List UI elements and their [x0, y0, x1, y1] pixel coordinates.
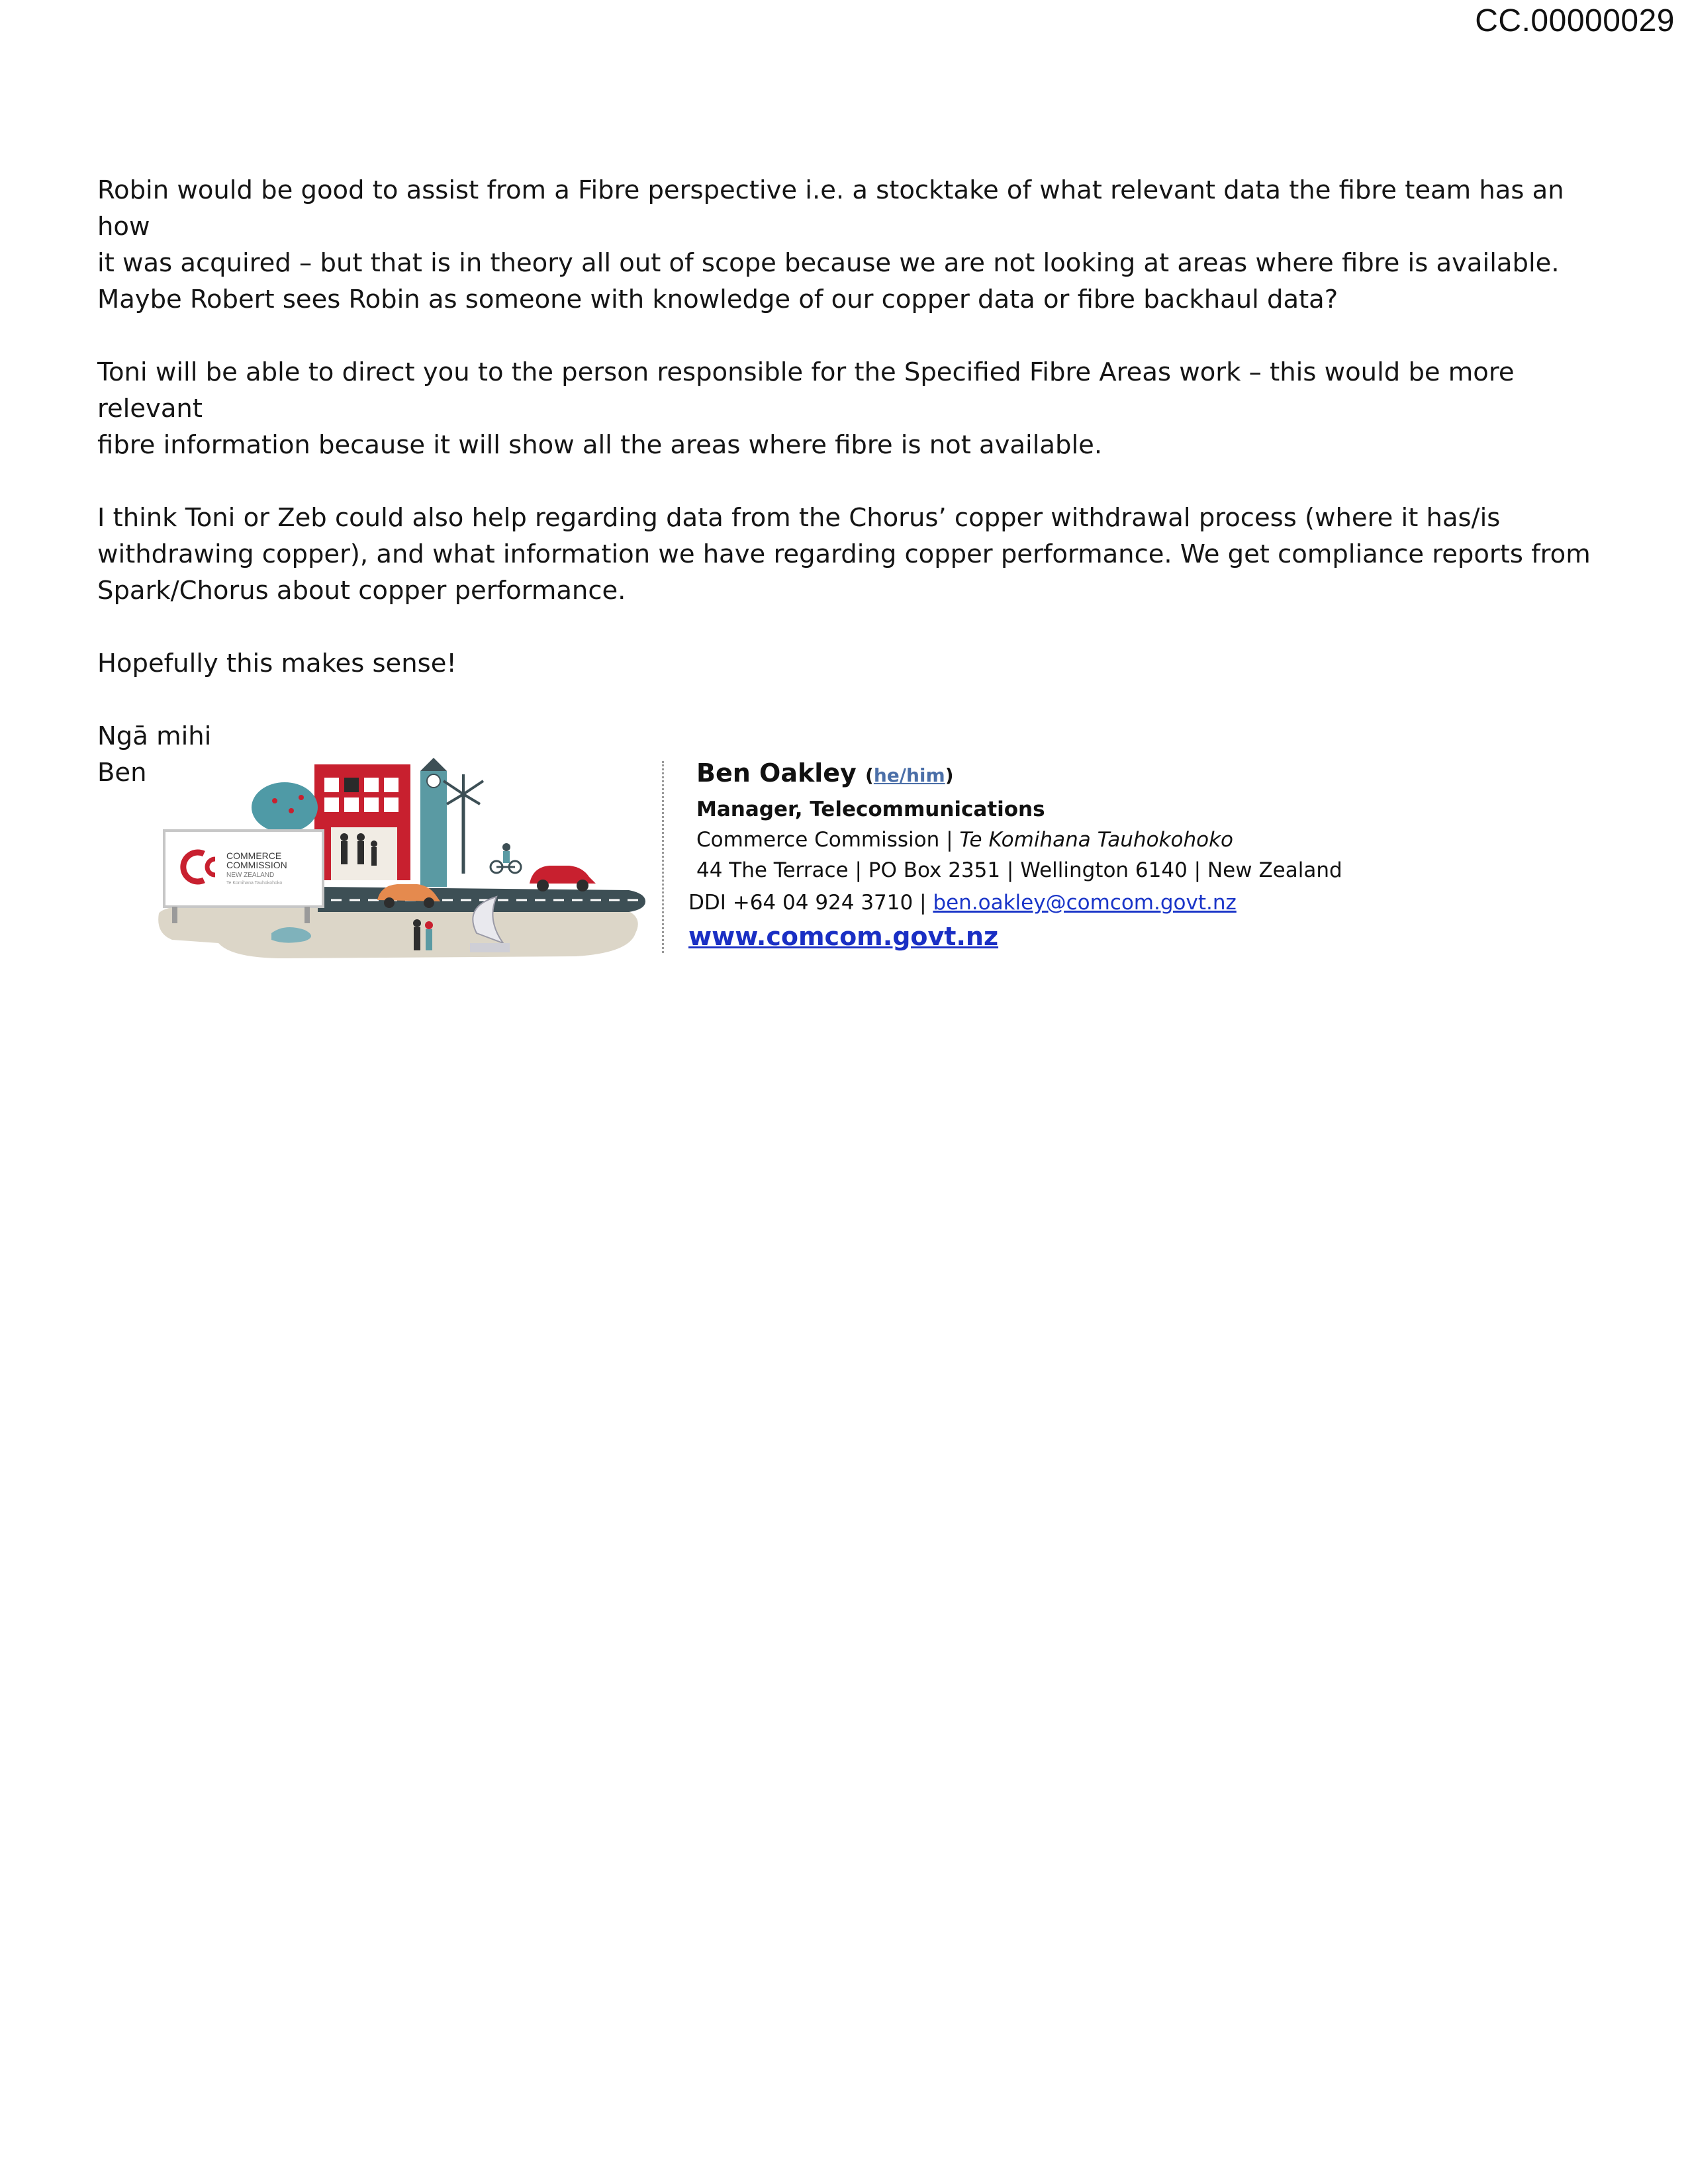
text-line: I think Toni or Zeb could also help regarding data from the Chorus’ copper withdrawal process (where it has/is: [97, 503, 1501, 533]
svg-text:COMMISSION: COMMISSION: [226, 860, 287, 870]
ddi-number: DDI +64 04 924 3710 |: [688, 891, 933, 915]
pronoun-close: ): [945, 764, 954, 786]
text-line: Spark/Chorus about copper performance.: [97, 576, 626, 606]
signature-title: Manager, Telecommunications: [696, 797, 1045, 821]
org-name: Commerce Commission |: [696, 828, 960, 852]
text-line: it was acquired – but that is in theory all out of scope because we are not looking at areas where fibre is available.: [97, 248, 1560, 278]
signature-divider: [662, 761, 664, 953]
email-link[interactable]: ben.oakley@comcom.govt.nz: [933, 891, 1237, 915]
paragraph-closing: [97, 645, 1593, 682]
svg-text:COMMERCE: COMMERCE: [226, 850, 282, 861]
signature-name-line: [696, 754, 1342, 794]
signature-name: Ben Oakley: [696, 758, 857, 788]
email-signature: [152, 754, 1410, 973]
commerce-commission-illustration: [152, 754, 649, 973]
text-line: fibre information because it will show all the areas where fibre is not available.: [97, 430, 1103, 460]
signoff-greeting: Ngā mihi: [97, 721, 212, 751]
text-line: Maybe Robert sees Robin as someone with knowledge of our copper data or fibre backhaul data?: [97, 285, 1338, 314]
signoff-name: Ben: [97, 758, 147, 788]
signature-address: 44 The Terrace | PO Box 2351 | Wellington 6140 | New Zealand: [696, 858, 1342, 882]
text-line: withdrawing copper), and what information we have regarding copper performance. We get compliance reports from: [97, 539, 1591, 569]
text-line: Toni will be able to direct you to the person responsible for the Specified Fibre Areas work – this would be more relevant: [97, 357, 1515, 424]
paragraph-robin: [97, 172, 1593, 318]
pronoun-link[interactable]: he/him: [873, 764, 945, 786]
pronoun-open: (: [865, 764, 874, 786]
document-id: CC.00000029: [1475, 3, 1675, 38]
svg-text:Te Komihana Tauhokohoko: Te Komihana Tauhokohoko: [226, 881, 283, 886]
text-line: Robin would be good to assist from a Fibre perspective i.e. a stocktake of what relevant data the fibre team has an how: [97, 175, 1564, 242]
email-body: [97, 172, 1593, 791]
svg-text:NEW ZEALAND: NEW ZEALAND: [226, 872, 275, 879]
paragraph-copper: [97, 500, 1593, 609]
org-maori-name: Te Komihana Tauhokohoko: [959, 828, 1233, 852]
paragraph-toni: [97, 354, 1593, 463]
pronoun-group: [865, 764, 953, 786]
signature-org: [696, 825, 1342, 855]
signature-website: [688, 920, 1342, 953]
signature-details: [688, 754, 1342, 953]
website-link[interactable]: www.comcom.govt.nz: [688, 922, 999, 951]
text-line: Hopefully this makes sense!: [97, 649, 457, 678]
signature-contact: [688, 886, 1342, 920]
